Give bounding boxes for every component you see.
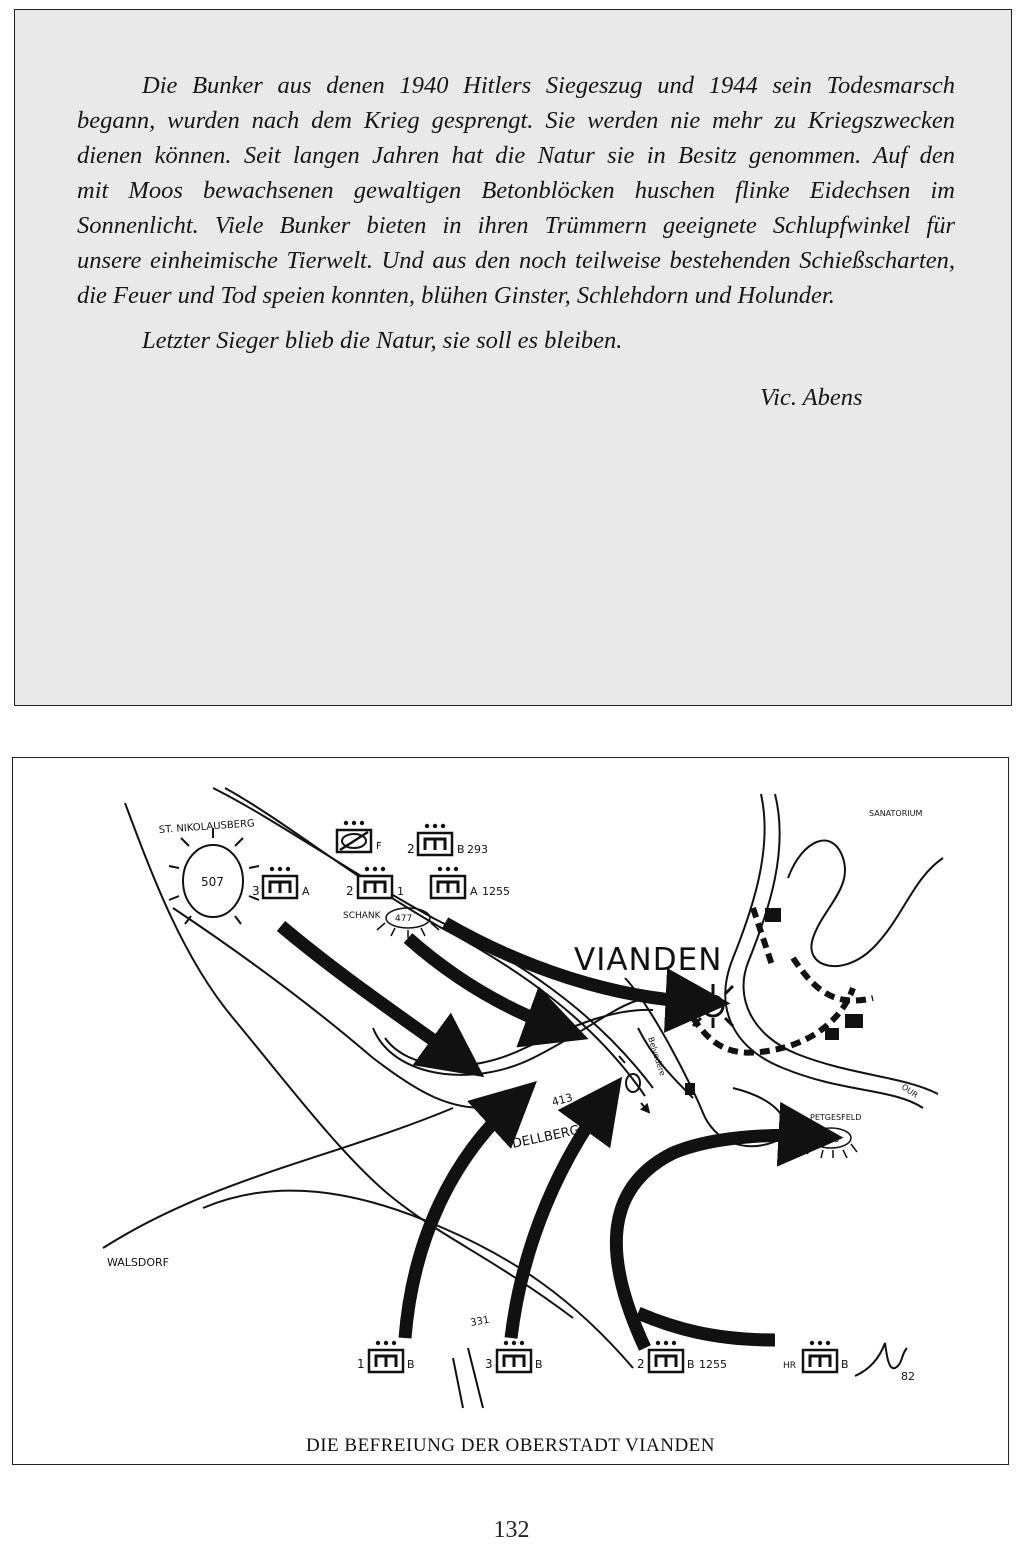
unit-label: 1255: [482, 885, 510, 898]
label-schank: SCHANK: [343, 911, 381, 921]
unit-label: A: [302, 885, 310, 898]
unit-label: F: [376, 841, 382, 852]
artist-signature-icon: [855, 1343, 907, 1376]
map-caption: DIE BEFREIUNG DER OBERSTADT VIANDEN: [306, 1435, 715, 1456]
paragraph-line: mit Moos bewachsenen gewaltigen Betonblöcken huschen flinke Eidechsen im: [77, 177, 955, 204]
river: [725, 794, 943, 1108]
label-belvedere: Belvedere: [646, 1035, 668, 1077]
unit-label: 2: [407, 842, 415, 856]
paragraph-line: dienen können. Seit langen Jahren hat die Natur sie in Besitz genommen. Auf den: [77, 142, 955, 169]
page-number: 132: [493, 1517, 530, 1543]
unit-label: B: [535, 1358, 543, 1371]
label-hill-507: 507: [201, 875, 224, 889]
label-st-nikolausberg: ST. NIKOLAUSBERG: [158, 818, 256, 836]
label-hill-477: 477: [395, 914, 413, 924]
unit-label: B: [457, 843, 465, 856]
author-signature: Vic. Abens: [760, 384, 863, 411]
map-figure: [12, 757, 1009, 1465]
unit-bottom-hrb: [803, 1341, 837, 1372]
unit-bottom-3b: [497, 1341, 531, 1372]
unit-label: B: [687, 1358, 695, 1371]
unit-label: 293: [467, 843, 488, 856]
paragraph-conclusion: Letzter Sieger blieb die Natur, sie soll es bleiben.: [142, 327, 623, 354]
unit-bottom-2b: [649, 1341, 683, 1372]
unit-label: 3: [485, 1357, 493, 1371]
unit-label: B: [841, 1358, 849, 1371]
paragraph-line: unsere einheimische Tierwelt. Und aus den noch teilweise bestehenden Schießscharten,: [77, 247, 955, 274]
unit-bottom-1b: [369, 1341, 403, 1372]
label-signature: 82: [901, 1370, 915, 1383]
unit-label: 1: [397, 885, 404, 898]
map-drawing: [13, 758, 1008, 1428]
unit-top-2: [358, 867, 392, 898]
unit-label: 1255: [699, 1358, 727, 1371]
label-vianden: VIANDEN: [574, 942, 723, 978]
paragraph-line: Die Bunker aus denen 1940 Hitlers Siegeszug und 1944 sein Todesmarsch: [142, 72, 955, 99]
paragraph-line: begann, wurden nach dem Krieg gesprengt. Sie werden nie mehr zu Kriegszwecken: [77, 107, 955, 134]
unit-top-b293: [418, 824, 452, 855]
unit-label: A: [470, 885, 478, 898]
text-box: [14, 9, 1012, 706]
label-sanatorium: SANATORIUM: [869, 809, 923, 818]
paragraph-main: [77, 68, 955, 313]
label-hill-318: 318: [822, 1135, 840, 1145]
unit-label: B: [407, 1358, 415, 1371]
label-petgesfeld: PETGESFELD: [810, 1113, 862, 1122]
label-our: OUR: [899, 1082, 920, 1100]
unit-label: 2: [346, 884, 354, 898]
label-hill-413: 413: [550, 1090, 575, 1109]
town-walls: [693, 908, 873, 1053]
paragraph-line: Sonnenlicht. Viele Bunker bieten in ihren Trümmern geeignete Schlupfwinkel für: [77, 212, 955, 239]
unit-top-a1255: [431, 867, 465, 898]
unit-top-crossed: [337, 821, 371, 852]
paragraph-line: die Feuer und Tod speien konnten, blühen Ginster, Schlehdorn und Holunder.: [77, 282, 835, 309]
label-walsdorf: WALSDORF: [107, 1256, 170, 1269]
unit-top-3a: [263, 867, 297, 898]
unit-label: HR: [783, 1361, 797, 1371]
unit-label: 1: [357, 1357, 365, 1371]
unit-label: 2: [637, 1357, 645, 1371]
unit-label: 3: [252, 884, 260, 898]
label-hill-331: 331: [469, 1314, 491, 1329]
label-dellberg: DELLBERG: [510, 1122, 582, 1152]
